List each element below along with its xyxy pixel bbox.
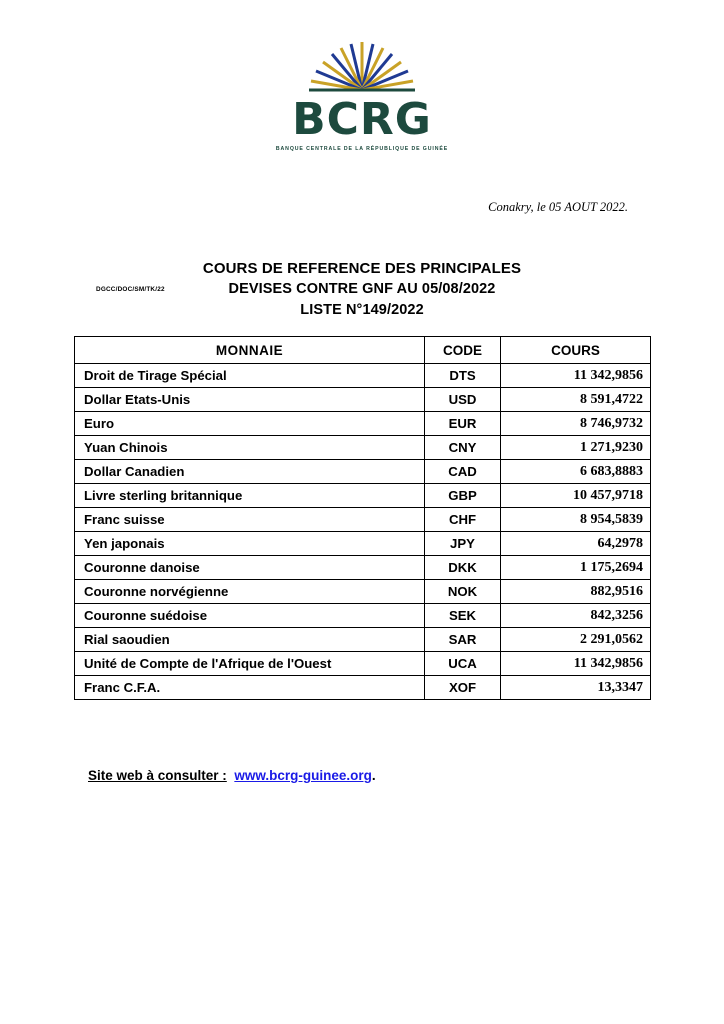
table-row [75,556,651,580]
reference-code: DGCC/DOC/SM/TK/22 [96,286,165,293]
title-line-2: DEVISES CONTRE GNF AU 05/08/2022 [228,281,496,297]
currency-name: Dollar Canadien [75,460,425,484]
website-link[interactable]: www.bcrg-guinee.org [234,768,372,783]
table-row [75,388,651,412]
currency-rate: 882,9516 [501,580,651,604]
table-header-row [75,337,651,364]
logo-tagline: BANQUE CENTRALE DE LA RÉPUBLIQUE DE GUINÉE [275,146,449,152]
table-row [75,628,651,652]
table-row [75,652,651,676]
column-header-cours: COURS [501,337,651,364]
table-row [75,460,651,484]
footer-label: Site web à consulter : [88,768,227,783]
table-row [75,364,651,388]
title-line-3: LISTE N°149/2022 [300,302,424,318]
currency-code: DKK [425,556,501,580]
currency-code: SEK [425,604,501,628]
document-date: Conakry, le 05 AOUT 2022. [488,200,628,214]
currency-rate: 8 591,4722 [501,388,651,412]
bcrg-logo [0,40,724,152]
currency-code: JPY [425,532,501,556]
currency-rate: 11 342,9856 [501,652,651,676]
table-row [75,676,651,700]
table-row [75,436,651,460]
currency-rate: 1 175,2694 [501,556,651,580]
currency-name: Rial saoudien [75,628,425,652]
exchange-rates-table [74,336,651,700]
footer-trailing-dot: . [371,768,376,783]
column-header-code: CODE [425,337,501,364]
currency-name: Yuan Chinois [75,436,425,460]
footer-website-line [88,768,376,783]
currency-code: UCA [425,652,501,676]
table-row [75,604,651,628]
currency-rate: 6 683,8883 [501,460,651,484]
currency-name: Franc C.F.A. [75,676,425,700]
currency-code: EUR [425,412,501,436]
currency-code: USD [425,388,501,412]
currency-code: GBP [425,484,501,508]
currency-rate: 1 271,9230 [501,436,651,460]
currency-name: Droit de Tirage Spécial [75,364,425,388]
table-row [75,580,651,604]
currency-code: CNY [425,436,501,460]
currency-rate: 11 342,9856 [501,364,651,388]
currency-name: Euro [75,412,425,436]
table-row [75,532,651,556]
currency-code: DTS [425,364,501,388]
currency-rate: 13,3347 [501,676,651,700]
table-body [75,364,651,700]
currency-code: CHF [425,508,501,532]
currency-name: Couronne danoise [75,556,425,580]
currency-rate: 10 457,9718 [501,484,651,508]
logo-wordmark: BCRG [292,94,432,145]
currency-rate: 8 954,5839 [501,508,651,532]
currency-rate: 842,3256 [501,604,651,628]
currency-code: CAD [425,460,501,484]
currency-name: Couronne norvégienne [75,580,425,604]
currency-code: SAR [425,628,501,652]
currency-code: XOF [425,676,501,700]
currency-rate: 64,2978 [501,532,651,556]
table-row [75,484,651,508]
currency-name: Livre sterling britannique [75,484,425,508]
column-header-monnaie: MONNAIE [75,337,425,364]
currency-name: Couronne suédoise [75,604,425,628]
currency-name: Franc suisse [75,508,425,532]
table-row [75,508,651,532]
currency-rate: 8 746,9732 [501,412,651,436]
currency-rate: 2 291,0562 [501,628,651,652]
table-row [75,412,651,436]
title-line-1: COURS DE REFERENCE DES PRINCIPALES [202,260,522,277]
currency-name: Unité de Compte de l'Afrique de l'Ouest [75,652,425,676]
currency-code: NOK [425,580,501,604]
currency-name: Yen japonais [75,532,425,556]
sun-rays-icon [287,40,437,96]
page-title [0,258,724,321]
currency-name: Dollar Etats-Unis [75,388,425,412]
